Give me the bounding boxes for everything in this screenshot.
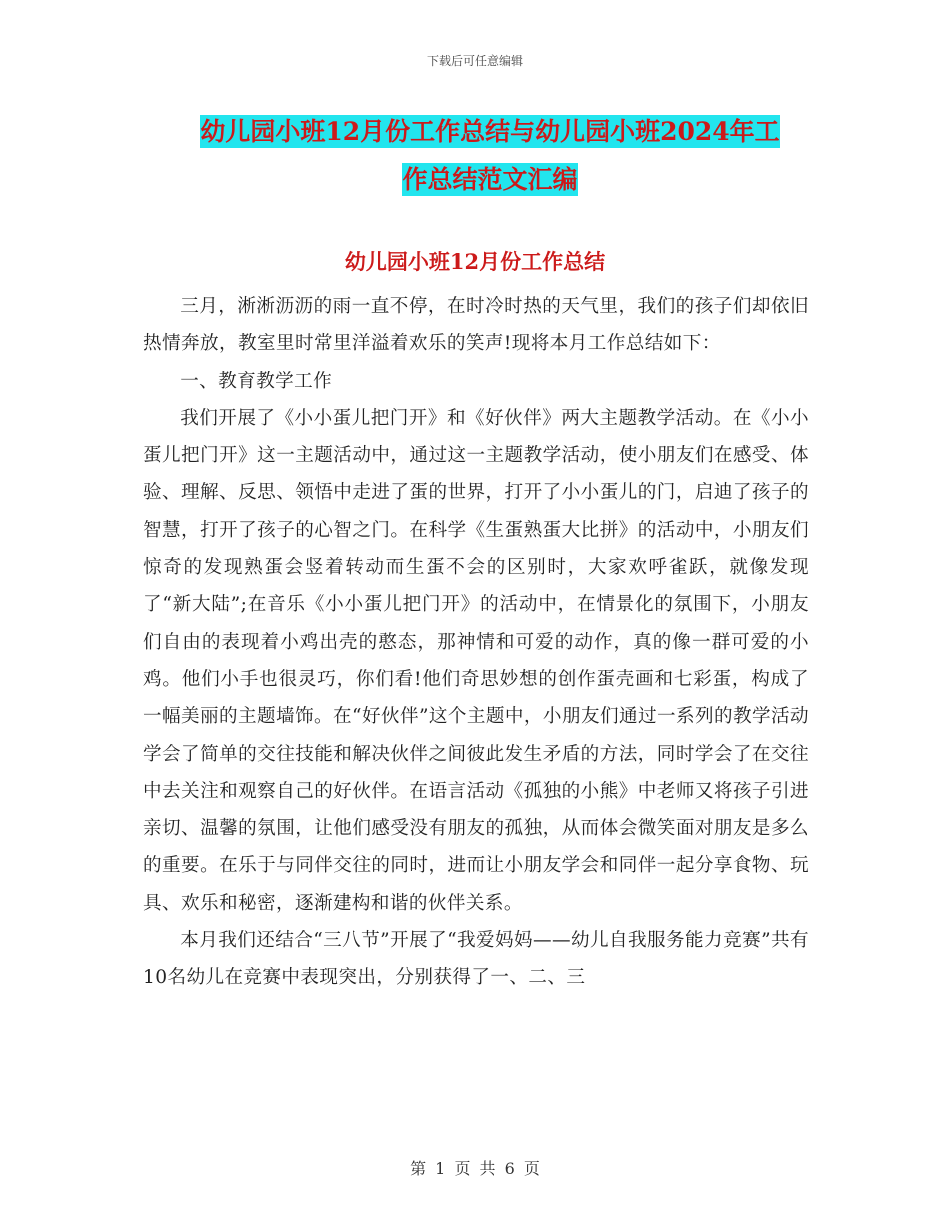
paragraph-heading-education: 一、教育教学工作	[180, 370, 333, 392]
section-title: 幼儿园小班12月份工作总结	[344, 249, 606, 274]
page-header-note: 下载后可任意编辑	[426, 54, 523, 68]
page-footer-number: 第 1 页 共 6 页	[410, 1159, 540, 1178]
document-title-line-1: 幼儿园小班12月份工作总结与幼儿园小班2024年工	[200, 117, 780, 146]
document-title-line-2: 作总结范文汇编	[402, 165, 578, 194]
paragraph-womens-day: 本月我们还结合“三八节”开展了“我爱妈妈——幼儿自我服务能力竞赛”共有10名幼儿在竞赛中表现突出，分别获得了一、二、三	[143, 930, 809, 989]
paragraph-activities: 我们开展了《小小蛋儿把门开》和《好伙伴》两大主题教学活动。在《小小蛋儿把门开》这一主题活动中，通过这一主题教学活动，使小朋友们在感受、体验、理解、反思、领悟中走进了蛋的世界，打开了小小蛋儿的门，启迪了孩子的智慧，打开了孩子的心智之门。在科学《生蛋熟蛋大比拼》的活动中，小朋友们惊奇的发现熟蛋会竖着转动而生蛋不会的区别时，大家欢呼雀跃，就像发现了“新大陆”;在音乐《小小蛋儿把门开》的活动中，在情景化的氛围下，小朋友们自由的表现着小鸡出壳的憨态，那神情和可爱的动作，真的像一群可爱的小鸡。他们小手也很灵巧，你们看!他们奇思妙想的创作蛋壳画和七彩蛋，构成了一幅美丽的主题墙饰。在“好伙伴”这个主题中，小朋友们通过一系列的教学活动学会了简单的交往技能和解决伙伴之间彼此发生矛盾的方法，同时学会了在交往中去关注和观察自己的好伙伴。在语言活动《孤独的小熊》中老师又将孩子引进亲切、温馨的氛围，让他们感受没有朋友的孤独，从而体会微笑面对朋友是多么的重要。在乐于与同伴交往的同时，进而让小朋友学会和同伴一起分享食物、玩具、欢乐和秘密，逐渐建构和谐的伙伴关系。	[143, 407, 809, 914]
paragraph-intro: 三月，淅淅沥沥的雨一直不停，在时冷时热的天气里，我们的孩子们却依旧热情奔放，教室里时常里洋溢着欢乐的笑声!现将本月工作总结如下：	[143, 296, 809, 355]
document-body	[143, 288, 809, 997]
document-title	[160, 108, 820, 204]
